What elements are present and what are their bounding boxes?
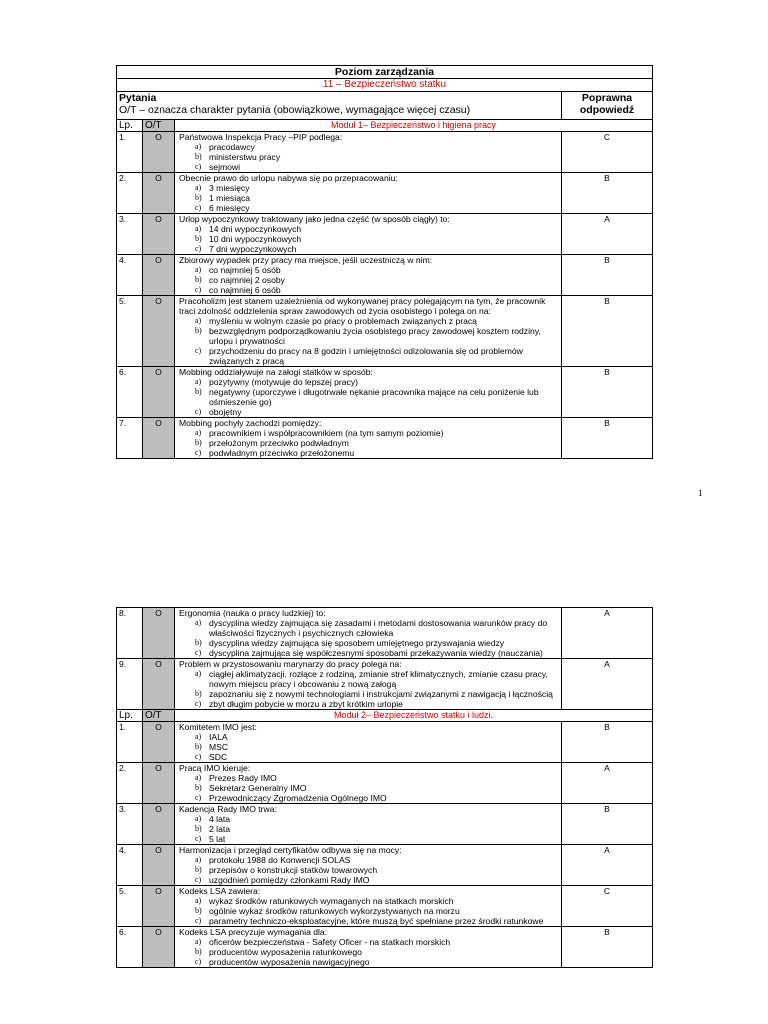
option-letter: b): [195, 438, 202, 447]
question-number: 7.: [117, 418, 143, 458]
module-2-header-row: [117, 709, 652, 722]
option-text: Prezes Rady IMO: [209, 773, 277, 783]
question-number: 1.: [117, 132, 143, 172]
correct-answer: B: [604, 367, 610, 377]
question-content: [175, 845, 562, 885]
answer-options: [179, 428, 561, 458]
pytania-label: Pytania: [119, 92, 157, 104]
option-text: bezwzględnym podporządkowaniu życia osobistego pracy zawodowej kosztem rodziny, urlopu i prywatności: [209, 326, 541, 346]
option-letter: a): [195, 316, 202, 325]
answer-options: [179, 265, 561, 295]
question-row: [117, 418, 652, 458]
question-table-2: [116, 607, 653, 968]
option-text: SDC: [209, 752, 228, 762]
answer-option: [179, 326, 561, 346]
option-text: producentów wyposażenia ratunkowego: [209, 947, 362, 957]
question-number: 3.: [117, 214, 143, 254]
table-2a-body: [117, 608, 652, 709]
question-text: Kodeks LSA precyzuje wymagania dla:: [179, 927, 328, 937]
option-letter: c): [195, 648, 202, 657]
answer-option: [179, 265, 561, 275]
answer-option: [179, 896, 561, 906]
column-header-row: [117, 120, 652, 132]
option-text: ogólnie wykaz środków ratunkowych wykorzystywanych na morzu: [209, 906, 460, 916]
option-text: uzgodnień pomiędzy członkami Rady IMO: [209, 875, 370, 885]
option-letter: a): [195, 142, 202, 151]
ot-header: O/T: [143, 710, 175, 721]
answer-option: [179, 916, 561, 926]
answer-options: [179, 618, 561, 658]
question-content: [175, 255, 562, 295]
question-text: Urlop wypoczynkowy traktowany jako jedna część (w sposób ciągły) to:: [179, 214, 450, 224]
question-row: [117, 659, 652, 709]
option-text: przychodzeniu do pracy na 8 godzin i umiejętności odizolowania się od problemów związanych z pracą: [209, 346, 523, 366]
answer-option: [179, 285, 561, 295]
question-content: [175, 367, 562, 417]
option-letter: b): [195, 275, 202, 284]
option-letter: c): [195, 752, 202, 761]
option-letter: a): [195, 855, 202, 864]
option-letter: c): [195, 875, 202, 884]
question-text: Problem w przystosowaniu marynarzy do pracy polega na:: [179, 659, 402, 669]
option-text: co najmniej 5 osób: [209, 265, 281, 275]
option-text: 7 dni wypoczynkowych: [209, 244, 297, 254]
module-1-title: Moduł 1– Bezpieczeństwo i higiena pracy: [330, 120, 497, 130]
option-text: Sekretarz Generalny IMO: [209, 783, 307, 793]
option-text: Przewodniczący Zgromadzenia Ogólnego IMO: [209, 793, 387, 803]
option-text: co najmniej 2 osoby: [209, 275, 285, 285]
option-letter: c): [195, 916, 202, 925]
answer-option: [179, 448, 561, 458]
table-2b-body: [117, 722, 652, 967]
question-content: [175, 608, 562, 658]
correct-answer: B: [604, 722, 610, 732]
page-number: 1: [698, 488, 703, 498]
option-text: producentów wyposażenia nawigacyjnego: [209, 957, 370, 967]
pytania-header: [117, 92, 652, 120]
answer-option: [179, 957, 561, 967]
option-text: dyscyplina zajmująca się współczesnymi sposobami przekazywania wiedzy (nauczania): [209, 648, 543, 658]
question-number: 2.: [117, 763, 143, 803]
question-type: O: [143, 763, 175, 803]
option-text: zapoznaniu się z nowymi technologiami i instrukcjami związanymi z nawigacją i łącznością: [209, 689, 553, 699]
question-row: [117, 367, 652, 418]
answer-option: [179, 732, 561, 742]
question-number: 6.: [117, 367, 143, 417]
correct-answer: B: [604, 296, 610, 306]
answer-options: [179, 732, 561, 762]
answer-option: [179, 906, 561, 916]
correct-answer: B: [604, 804, 610, 814]
answer-option: [179, 234, 561, 244]
answer-option: [179, 824, 561, 834]
option-text: MSC: [209, 742, 229, 752]
option-letter: a): [195, 183, 202, 192]
pytania-desc: O/T – oznacza charakter pytania (obowiązkowe, wymagające więcej czasu): [119, 104, 471, 116]
answer-option: [179, 224, 561, 234]
option-text: pracownikiem i współpracownikiem (na tym samym poziomie): [209, 428, 444, 438]
answer-option: [179, 699, 561, 709]
option-letter: a): [195, 377, 202, 386]
correct-answer: A: [604, 608, 610, 618]
option-letter: b): [195, 387, 202, 396]
question-number: 1.: [117, 722, 143, 762]
question-row: [117, 886, 652, 927]
option-text: zbyt długim pobycie w morzu a zbyt krótkim urlopie: [209, 699, 403, 709]
option-text: 3 miesięcy: [209, 183, 250, 193]
option-text: ministerstwu pracy: [209, 152, 281, 162]
question-number: 5.: [117, 296, 143, 366]
question-row: [117, 763, 652, 804]
answer-options: [179, 669, 561, 709]
question-type: O: [143, 804, 175, 844]
question-number: 2.: [117, 173, 143, 213]
question-type: O: [143, 214, 175, 254]
answer-options: [179, 377, 561, 417]
question-text: Pracą IMO kieruje:: [179, 763, 251, 773]
question-row: [117, 214, 652, 255]
answer-option: [179, 183, 561, 193]
option-letter: c): [195, 346, 202, 355]
question-content: [175, 418, 562, 458]
answer-options: [179, 183, 561, 213]
option-text: IALA: [209, 732, 228, 742]
option-letter: b): [195, 689, 202, 698]
question-row: [117, 608, 652, 659]
correct-answer: B: [604, 255, 610, 265]
question-type: O: [143, 296, 175, 366]
answer-options: [179, 142, 561, 172]
answer-option: [179, 669, 561, 689]
table-1-body: [117, 132, 652, 458]
question-content: [175, 132, 562, 172]
question-type: O: [143, 722, 175, 762]
lp-header: Lp.: [117, 120, 143, 131]
option-letter: b): [195, 742, 202, 751]
answer-option: [179, 814, 561, 824]
question-row: [117, 132, 652, 173]
question-number: 9.: [117, 659, 143, 709]
question-row: [117, 927, 652, 967]
option-text: 1 miesiąca: [209, 193, 251, 203]
answer-options: [179, 937, 561, 967]
ot-header: O/T: [143, 120, 175, 131]
question-text: Zbiorowy wypadek przy pracy ma miejsce, jeśli uczestniczą w nim:: [179, 255, 433, 265]
question-number: 4.: [117, 255, 143, 295]
question-content: [175, 804, 562, 844]
question-type: O: [143, 132, 175, 172]
answer-option: [179, 875, 561, 885]
option-letter: a): [195, 814, 202, 823]
answer-option: [179, 865, 561, 875]
question-text: Państwowa Inspekcja Pracy –PIP podlega:: [179, 132, 343, 142]
answer-option: [179, 689, 561, 699]
question-text: Pracoholizm jest stanem uzależnienia od wykonywanej pracy polegającym na tym, że pracownik traci zdolność oddzielenia spraw zawodowych od życia osobistego i polega on na:: [179, 296, 546, 316]
option-letter: c): [195, 957, 202, 966]
option-text: co najmniej 6 osób: [209, 285, 281, 295]
option-text: pozytywny (motywuje do lepszej pracy): [209, 377, 359, 387]
option-text: dyscyplina wiedzy zajmująca się zasadami i metodami dostosowania warunków pracy do właściwości fizycznych i psychicznych człowieka: [209, 618, 548, 638]
correct-answer: B: [604, 927, 610, 937]
correct-answer: A: [604, 763, 610, 773]
answer-option: [179, 346, 561, 366]
option-text: dyscyplina wiedzy zajmująca się sposobem umiejętnego przyswajania wiedzy: [209, 638, 505, 648]
answer-option: [179, 638, 561, 648]
answer-option: [179, 937, 561, 947]
option-letter: c): [195, 285, 202, 294]
module-2-title: Moduł 2– Bezpieczeństwo statku i ludzi.: [333, 710, 494, 720]
option-letter: c): [195, 793, 202, 802]
question-text: Obecnie prawo do urlopu nabywa się po przepracowaniu:: [179, 173, 398, 183]
question-content: [175, 173, 562, 213]
question-table-1: [116, 65, 653, 459]
option-letter: a): [195, 896, 202, 905]
option-letter: a): [195, 265, 202, 274]
question-row: [117, 845, 652, 886]
answer-option: [179, 275, 561, 285]
option-letter: c): [195, 448, 202, 457]
answer-col-header-2: odpowiedź: [579, 104, 635, 116]
correct-answer: B: [604, 173, 610, 183]
answer-options: [179, 224, 561, 254]
answer-option: [179, 377, 561, 387]
option-letter: b): [195, 638, 202, 647]
option-text: myśleniu w wolnym czasie po pracy o problemach związanych z pracą: [209, 316, 477, 326]
answer-option: [179, 752, 561, 762]
question-row: [117, 804, 652, 845]
option-letter: b): [195, 824, 202, 833]
option-letter: b): [195, 783, 202, 792]
correct-answer: C: [603, 886, 611, 896]
option-text: ciągłej aklimatyzacji, rozłące z rodziną, zmianie stref klimatycznych, zmianie czasu pracy, nowym miejscu pracy i obcowaniu z nową załogą: [209, 669, 548, 689]
option-text: przepisów o konstrukcji statków towarowych: [209, 865, 378, 875]
question-content: [175, 214, 562, 254]
answer-option: [179, 428, 561, 438]
answer-option: [179, 193, 561, 203]
answer-options: [179, 814, 561, 844]
table-subtitle: 11 – Bezpieczeństwo statku: [117, 79, 652, 92]
option-text: negatywny (uporczywe i długotrwałe nękanie pracownika mające na celu poniżenie lub ośmieszenie go): [209, 387, 539, 407]
option-letter: a): [195, 428, 202, 437]
option-letter: a): [195, 669, 202, 678]
correct-answer: C: [603, 132, 611, 142]
option-text: obojętny: [209, 407, 242, 417]
question-content: [175, 927, 562, 967]
option-letter: a): [195, 773, 202, 782]
question-content: [175, 659, 562, 709]
option-text: protokołu 1988 do Konwencji SOLAS: [209, 855, 351, 865]
question-type: O: [143, 418, 175, 458]
question-text: Mobbing pochyły zachodzi pomiędzy:: [179, 418, 322, 428]
answer-option: [179, 783, 561, 793]
option-letter: b): [195, 326, 202, 335]
question-text: Harmonizacja i przegląd certyfikatów odbywa się na mocy:: [179, 845, 402, 855]
answer-option: [179, 244, 561, 254]
option-letter: a): [195, 937, 202, 946]
option-text: pracodawcy: [209, 142, 255, 152]
question-content: [175, 296, 562, 366]
option-letter: a): [195, 224, 202, 233]
answer-option: [179, 793, 561, 803]
option-letter: c): [195, 834, 202, 843]
question-type: O: [143, 173, 175, 213]
question-content: [175, 763, 562, 803]
option-text: wykaz środków ratunkowych wymaganych na statkach morskich: [209, 896, 454, 906]
question-row: [117, 173, 652, 214]
option-letter: b): [195, 152, 202, 161]
option-letter: c): [195, 244, 202, 253]
option-text: oficerów bezpieczeństwa - Safety Oficer - na statkach morskich: [209, 937, 451, 947]
table-title: Poziom zarządzania: [117, 66, 652, 79]
answer-option: [179, 162, 561, 172]
question-number: 8.: [117, 608, 143, 658]
option-letter: b): [195, 947, 202, 956]
question-row: [117, 255, 652, 296]
question-number: 5.: [117, 886, 143, 926]
option-text: 6 miesięcy: [209, 203, 250, 213]
answer-option: [179, 742, 561, 752]
question-content: [175, 886, 562, 926]
option-letter: b): [195, 234, 202, 243]
answer-option: [179, 834, 561, 844]
option-text: 2 lata: [209, 824, 231, 834]
option-letter: b): [195, 865, 202, 874]
answer-col-header-1: Poprawna: [581, 92, 633, 104]
option-text: parametry techniczo-eksploatacyjne, które muszą być spełniane przez środki ratunkowe: [209, 916, 544, 926]
option-letter: b): [195, 193, 202, 202]
answer-options: [179, 316, 561, 366]
question-text: Kodeks LSA zawiera:: [179, 886, 261, 896]
question-number: 4.: [117, 845, 143, 885]
question-type: O: [143, 608, 175, 658]
question-text: Ergonomia (nauka o pracy ludzkiej) to:: [179, 608, 326, 618]
question-type: O: [143, 927, 175, 967]
question-row: [117, 296, 652, 367]
answer-option: [179, 648, 561, 658]
option-text: sejmowi: [209, 162, 241, 172]
option-text: podwładnym przeciwko przełożonemu: [209, 448, 355, 458]
question-content: [175, 722, 562, 762]
question-type: O: [143, 845, 175, 885]
question-row: [117, 722, 652, 763]
answer-options: [179, 896, 561, 926]
option-letter: c): [195, 699, 202, 708]
answer-option: [179, 142, 561, 152]
question-type: O: [143, 659, 175, 709]
option-text: 10 dni wypoczynkowych: [209, 234, 302, 244]
answer-option: [179, 316, 561, 326]
question-number: 6.: [117, 927, 143, 967]
question-type: O: [143, 886, 175, 926]
answer-option: [179, 152, 561, 162]
answer-option: [179, 203, 561, 213]
correct-answer: B: [604, 418, 610, 428]
option-text: 4 lata: [209, 814, 231, 824]
answer-option: [179, 947, 561, 957]
answer-option: [179, 407, 561, 417]
option-letter: c): [195, 407, 202, 416]
lp-header: Lp.: [117, 710, 143, 721]
question-type: O: [143, 255, 175, 295]
answer-options: [179, 773, 561, 803]
answer-options: [179, 855, 561, 885]
answer-option: [179, 387, 561, 407]
option-text: 5 lat: [209, 834, 226, 844]
answer-option: [179, 438, 561, 448]
answer-option: [179, 855, 561, 865]
option-letter: b): [195, 906, 202, 915]
option-letter: c): [195, 203, 202, 212]
correct-answer: A: [604, 214, 610, 224]
option-text: przełożonym przeciwko podwładnym: [209, 438, 349, 448]
option-text: 14 dni wypoczynkowych: [209, 224, 302, 234]
correct-answer: A: [604, 845, 610, 855]
correct-answer: A: [604, 659, 610, 669]
answer-option: [179, 618, 561, 638]
question-type: O: [143, 367, 175, 417]
option-letter: a): [195, 618, 202, 627]
option-letter: a): [195, 732, 202, 741]
question-text: Komitetem IMO jest:: [179, 722, 257, 732]
question-text: Kadencja Rady IMO trwa:: [179, 804, 277, 814]
question-text: Mobbing oddziaływuje na załogi statków w sposób:: [179, 367, 373, 377]
question-number: 3.: [117, 804, 143, 844]
answer-option: [179, 773, 561, 783]
option-letter: c): [195, 162, 202, 171]
